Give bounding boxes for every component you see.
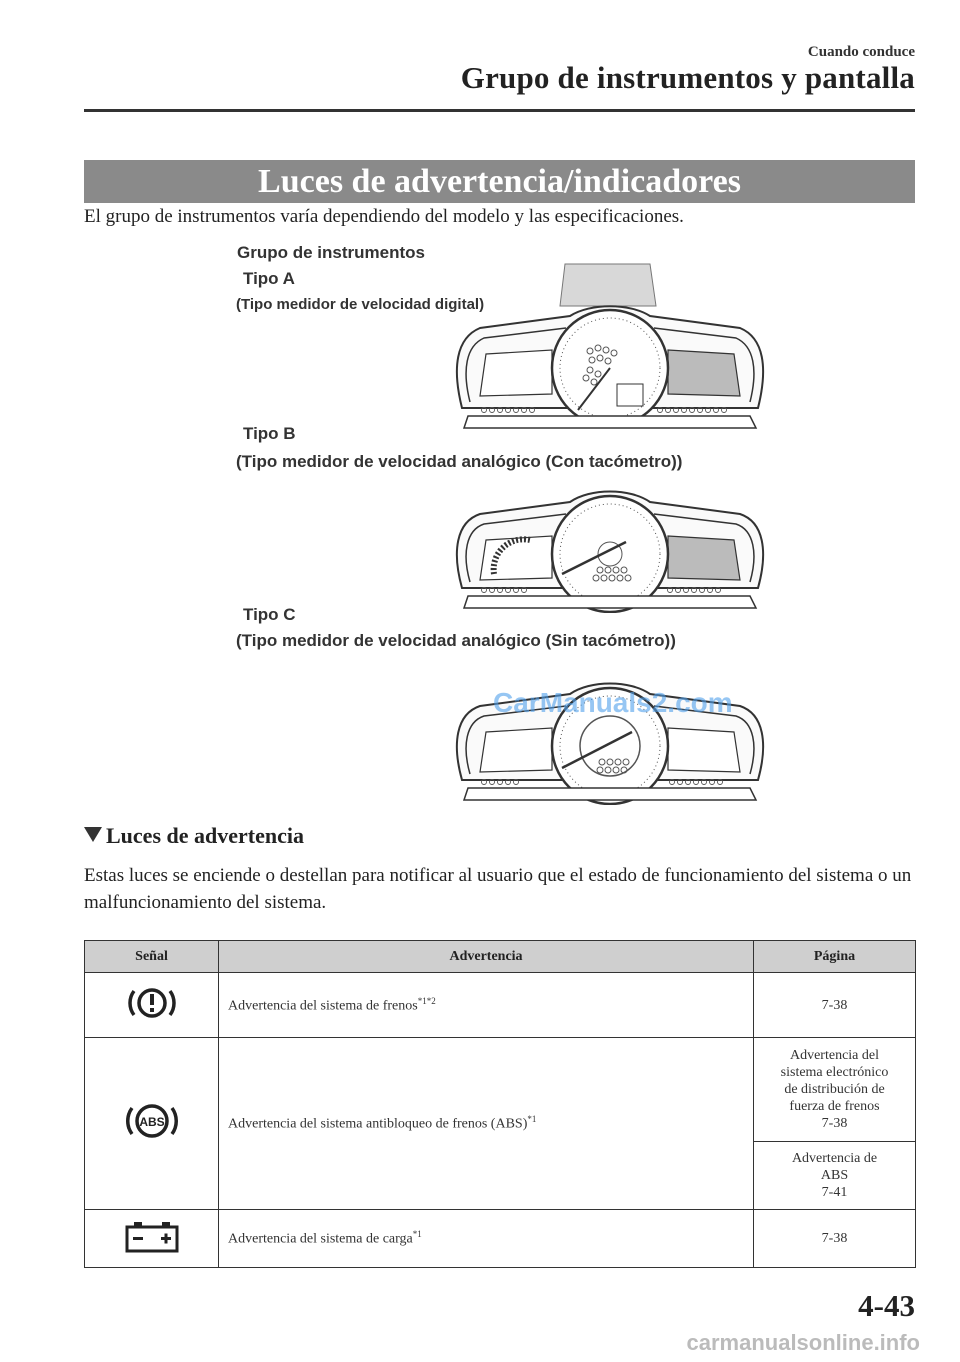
page-cell: 7-38 [754,1210,916,1268]
section-title-text: Luces de advertencia [106,823,304,848]
signal-cell [85,1210,219,1268]
cluster-type-a-illustration [450,258,770,440]
table-header-row [85,941,916,973]
warning-cell [219,973,754,1038]
type-a-desc: (Tipo medidor de velocidad digital) [236,296,485,313]
footnote-ref: *1 [527,1114,537,1125]
warning-text: Advertencia del sistema de frenos [228,998,418,1014]
watermark-carmanuals2: CarManuals2.com [493,687,733,718]
page-line: fuerza de frenos [789,1099,880,1114]
header-rule [84,109,915,112]
warning-text: Advertencia del sistema de carga [228,1231,413,1247]
brake-warning-icon [124,983,180,1023]
table-row [85,973,916,1038]
section-title [84,823,304,849]
page-line: de distribución de [784,1082,885,1097]
cluster-type-c-illustration [450,660,770,805]
page-cell: 7-38 [754,973,916,1038]
watermark-carmanualsonline: carmanualsonline.info [686,1330,920,1355]
page-line: Advertencia de [791,1151,878,1166]
signal-cell [85,1038,219,1210]
running-header-chapter: Grupo de instrumentos y pantalla [460,60,915,95]
page-line: 7-41 [821,1185,848,1200]
warning-text: Advertencia del sistema antibloqueo de frenos (ABS) [228,1116,528,1132]
abs-icon-text: ABS [138,1115,165,1129]
col-header-signal: Señal [85,941,219,973]
section-body: Estas luces se enciende o destellan para notificar al usuario que el estado de funcionamiento del sistema o un malfuncionamiento del sistema. [84,865,912,913]
abs-warning-icon [122,1098,182,1144]
col-header-warning: Advertencia [219,941,754,973]
type-c-desc: (Tipo medidor de velocidad analógico (Sin tacómetro)) [236,631,676,650]
triangle-bullet-icon [84,827,102,842]
type-c-label: Tipo C [243,605,296,624]
table-row [85,1038,916,1142]
type-b-desc: (Tipo medidor de velocidad analógico (Con tacómetro)) [236,452,683,471]
running-header-section: Cuando conduce [807,44,915,60]
battery-charge-icon [123,1219,181,1253]
page-cell [754,1038,916,1142]
page-line: sistema electrónico [780,1065,889,1080]
warning-cell [219,1038,754,1210]
figure-title: Grupo de instrumentos [237,243,425,262]
type-b-label: Tipo B [243,424,296,443]
warning-lights-table [84,940,916,1268]
page-line: 7-38 [821,1116,848,1131]
page-number: 4-43 [858,1288,915,1323]
section-banner: Luces de advertencia/indicadores [84,160,915,203]
type-a-label: Tipo A [243,269,295,288]
warning-cell [219,1210,754,1268]
signal-cell [85,973,219,1038]
cluster-type-b-illustration [450,478,770,613]
intro-paragraph: El grupo de instrumentos varía dependiendo del modelo y las especificaciones. [84,206,684,227]
page-cell [754,1142,916,1210]
table-row [85,1210,916,1268]
page-line: ABS [820,1168,849,1183]
page-line: Advertencia del [789,1048,879,1063]
footnote-ref: *1 [412,1229,422,1240]
footnote-ref: *1*2 [417,995,436,1006]
col-header-page: Página [754,941,916,973]
